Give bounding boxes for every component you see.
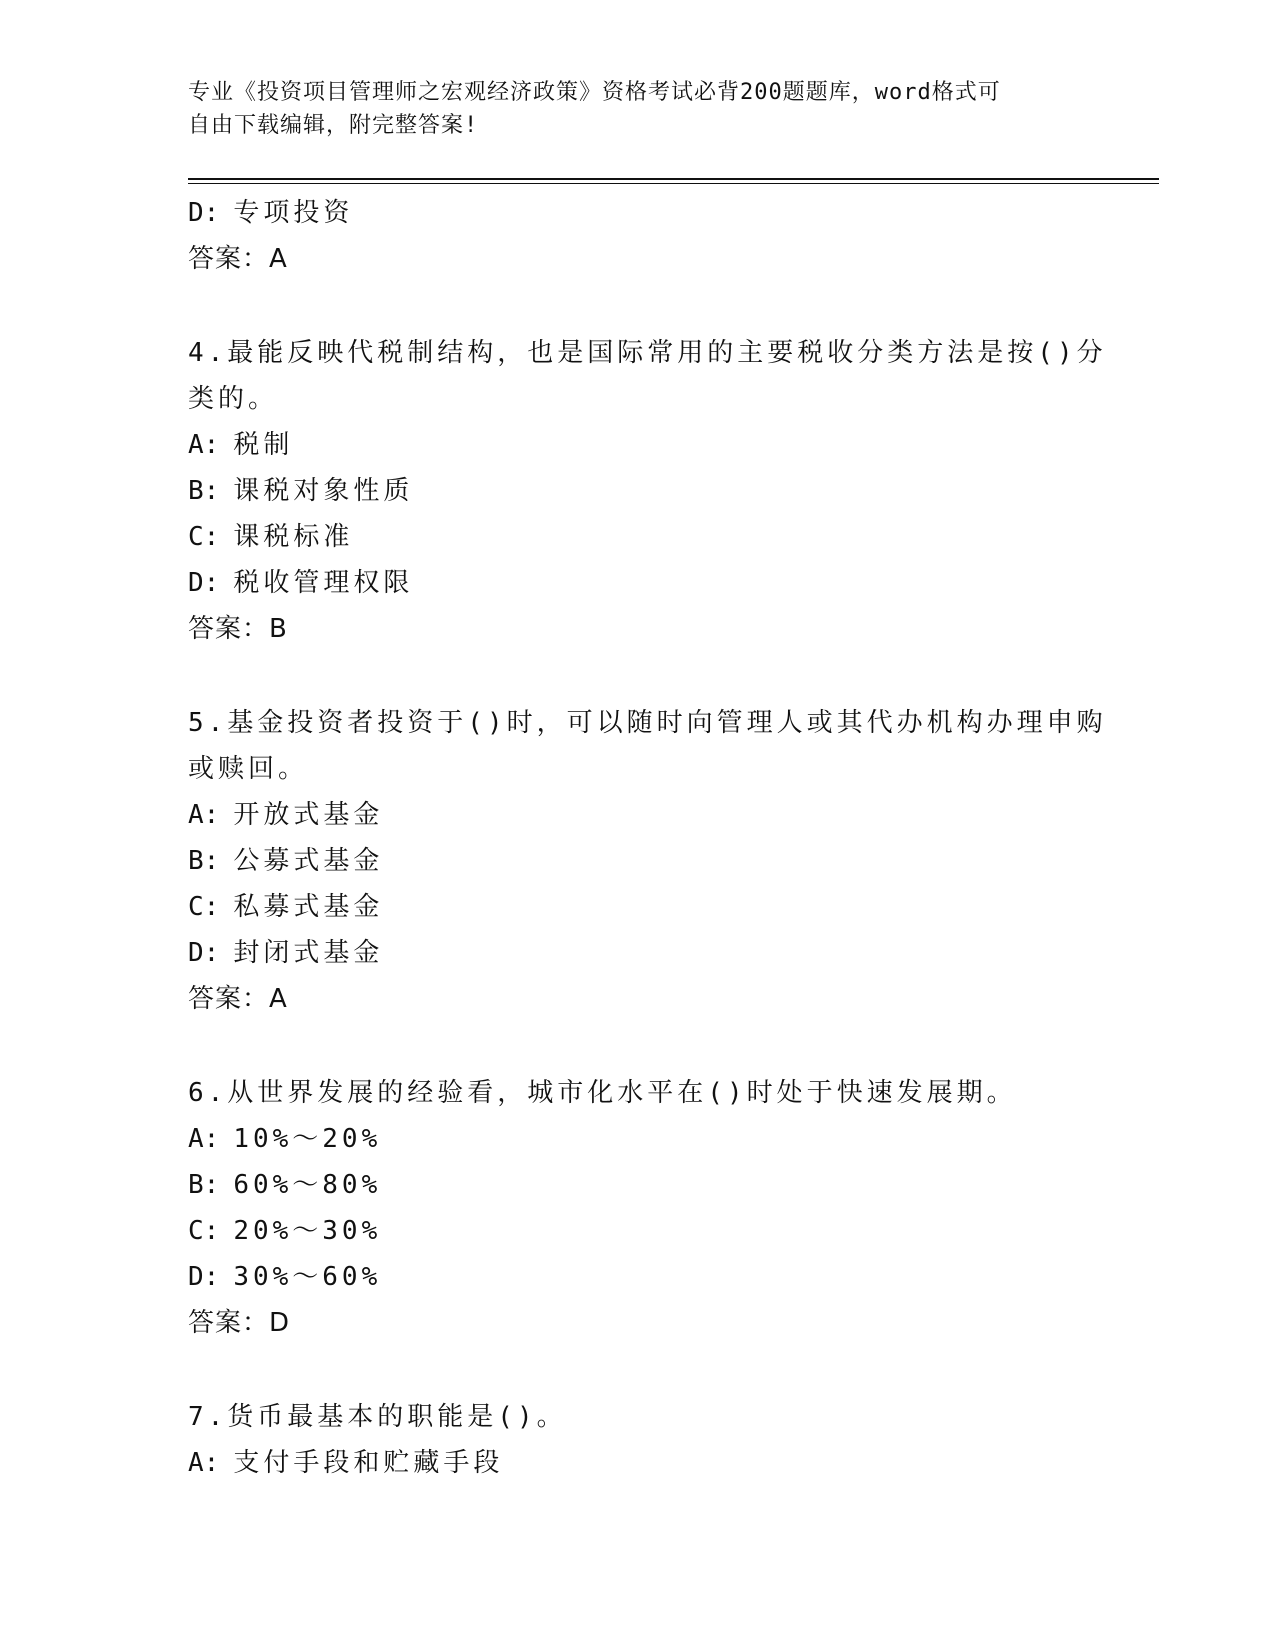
question-4 xyxy=(188,330,1107,652)
document-header xyxy=(188,76,1068,142)
option-text: 20%～30% xyxy=(233,1216,382,1246)
answer-line: 答案：A xyxy=(188,244,288,274)
header-line-1: 专业《投资项目管理师之宏观经济政策》资格考试必背200题题库，word格式可 xyxy=(188,80,1001,105)
option-d xyxy=(188,930,1068,976)
question-stem: 4.最能反映代税制结构，也是国际常用的主要税收分类方法是按()分 xyxy=(188,338,1107,368)
question-stem: 7.货币最基本的职能是()。 xyxy=(188,1402,567,1432)
option-text: 课税标准 xyxy=(233,522,354,552)
option-a xyxy=(188,422,1068,468)
option-text: 支付手段和贮藏手段 xyxy=(233,1448,504,1478)
option-key: A: xyxy=(188,1124,220,1154)
option-text: 60%～80% xyxy=(233,1170,382,1200)
answer-line: 答案：B xyxy=(188,614,288,644)
option-key: B: xyxy=(188,846,220,876)
option-key: C: xyxy=(188,1216,220,1246)
option-text: 税制 xyxy=(233,430,294,460)
option-text: 税收管理权限 xyxy=(233,568,414,598)
answer-line: 答案：D xyxy=(188,1308,291,1338)
option-d xyxy=(188,1254,1068,1300)
question-stem: 5.基金投资者投资于()时，可以随时向管理人或其代办机构办理申购 xyxy=(188,708,1107,738)
question-7 xyxy=(188,1394,1068,1486)
header-line-2: 自由下载编辑，附完整答案! xyxy=(188,113,479,138)
option-d xyxy=(188,560,1068,606)
question-list xyxy=(188,190,1107,1486)
option-key: A: xyxy=(188,800,220,830)
option-a xyxy=(188,792,1068,838)
option-text: 公募式基金 xyxy=(233,846,384,876)
option-text: 专项投资 xyxy=(233,198,354,228)
question-6 xyxy=(188,1070,1068,1346)
option-c xyxy=(188,884,1068,930)
header-rule-thin xyxy=(188,183,1159,184)
question-stem-cont: 类的。 xyxy=(188,384,279,414)
question-stem: 6.从世界发展的经验看，城市化水平在()时处于快速发展期。 xyxy=(188,1078,1017,1108)
option-key: B: xyxy=(188,476,220,506)
option-key: A: xyxy=(188,1448,220,1478)
option-text: 课税对象性质 xyxy=(233,476,414,506)
option-text: 30%～60% xyxy=(233,1262,382,1292)
option-text: 封闭式基金 xyxy=(233,938,384,968)
option-key: C: xyxy=(188,522,220,552)
option-b xyxy=(188,838,1068,884)
answer-line: 答案：A xyxy=(188,984,288,1014)
option-key: B: xyxy=(188,1170,220,1200)
option-key: D: xyxy=(188,198,220,228)
option-key: D: xyxy=(188,938,220,968)
option-a xyxy=(188,1440,1068,1486)
option-c xyxy=(188,1208,1068,1254)
option-text: 10%～20% xyxy=(233,1124,382,1154)
header-rule-thick xyxy=(188,178,1159,180)
option-key: C: xyxy=(188,892,220,922)
option-key: D: xyxy=(188,568,220,598)
option-key: D: xyxy=(188,1262,220,1292)
question-stem-cont: 或赎回。 xyxy=(188,754,309,784)
option-b xyxy=(188,468,1068,514)
option-b xyxy=(188,1162,1068,1208)
option-c xyxy=(188,514,1068,560)
option-a xyxy=(188,1116,1068,1162)
option-text: 私募式基金 xyxy=(233,892,384,922)
option-text: 开放式基金 xyxy=(233,800,384,830)
option-d xyxy=(188,190,1068,236)
option-key: A: xyxy=(188,430,220,460)
question-5 xyxy=(188,700,1107,1022)
